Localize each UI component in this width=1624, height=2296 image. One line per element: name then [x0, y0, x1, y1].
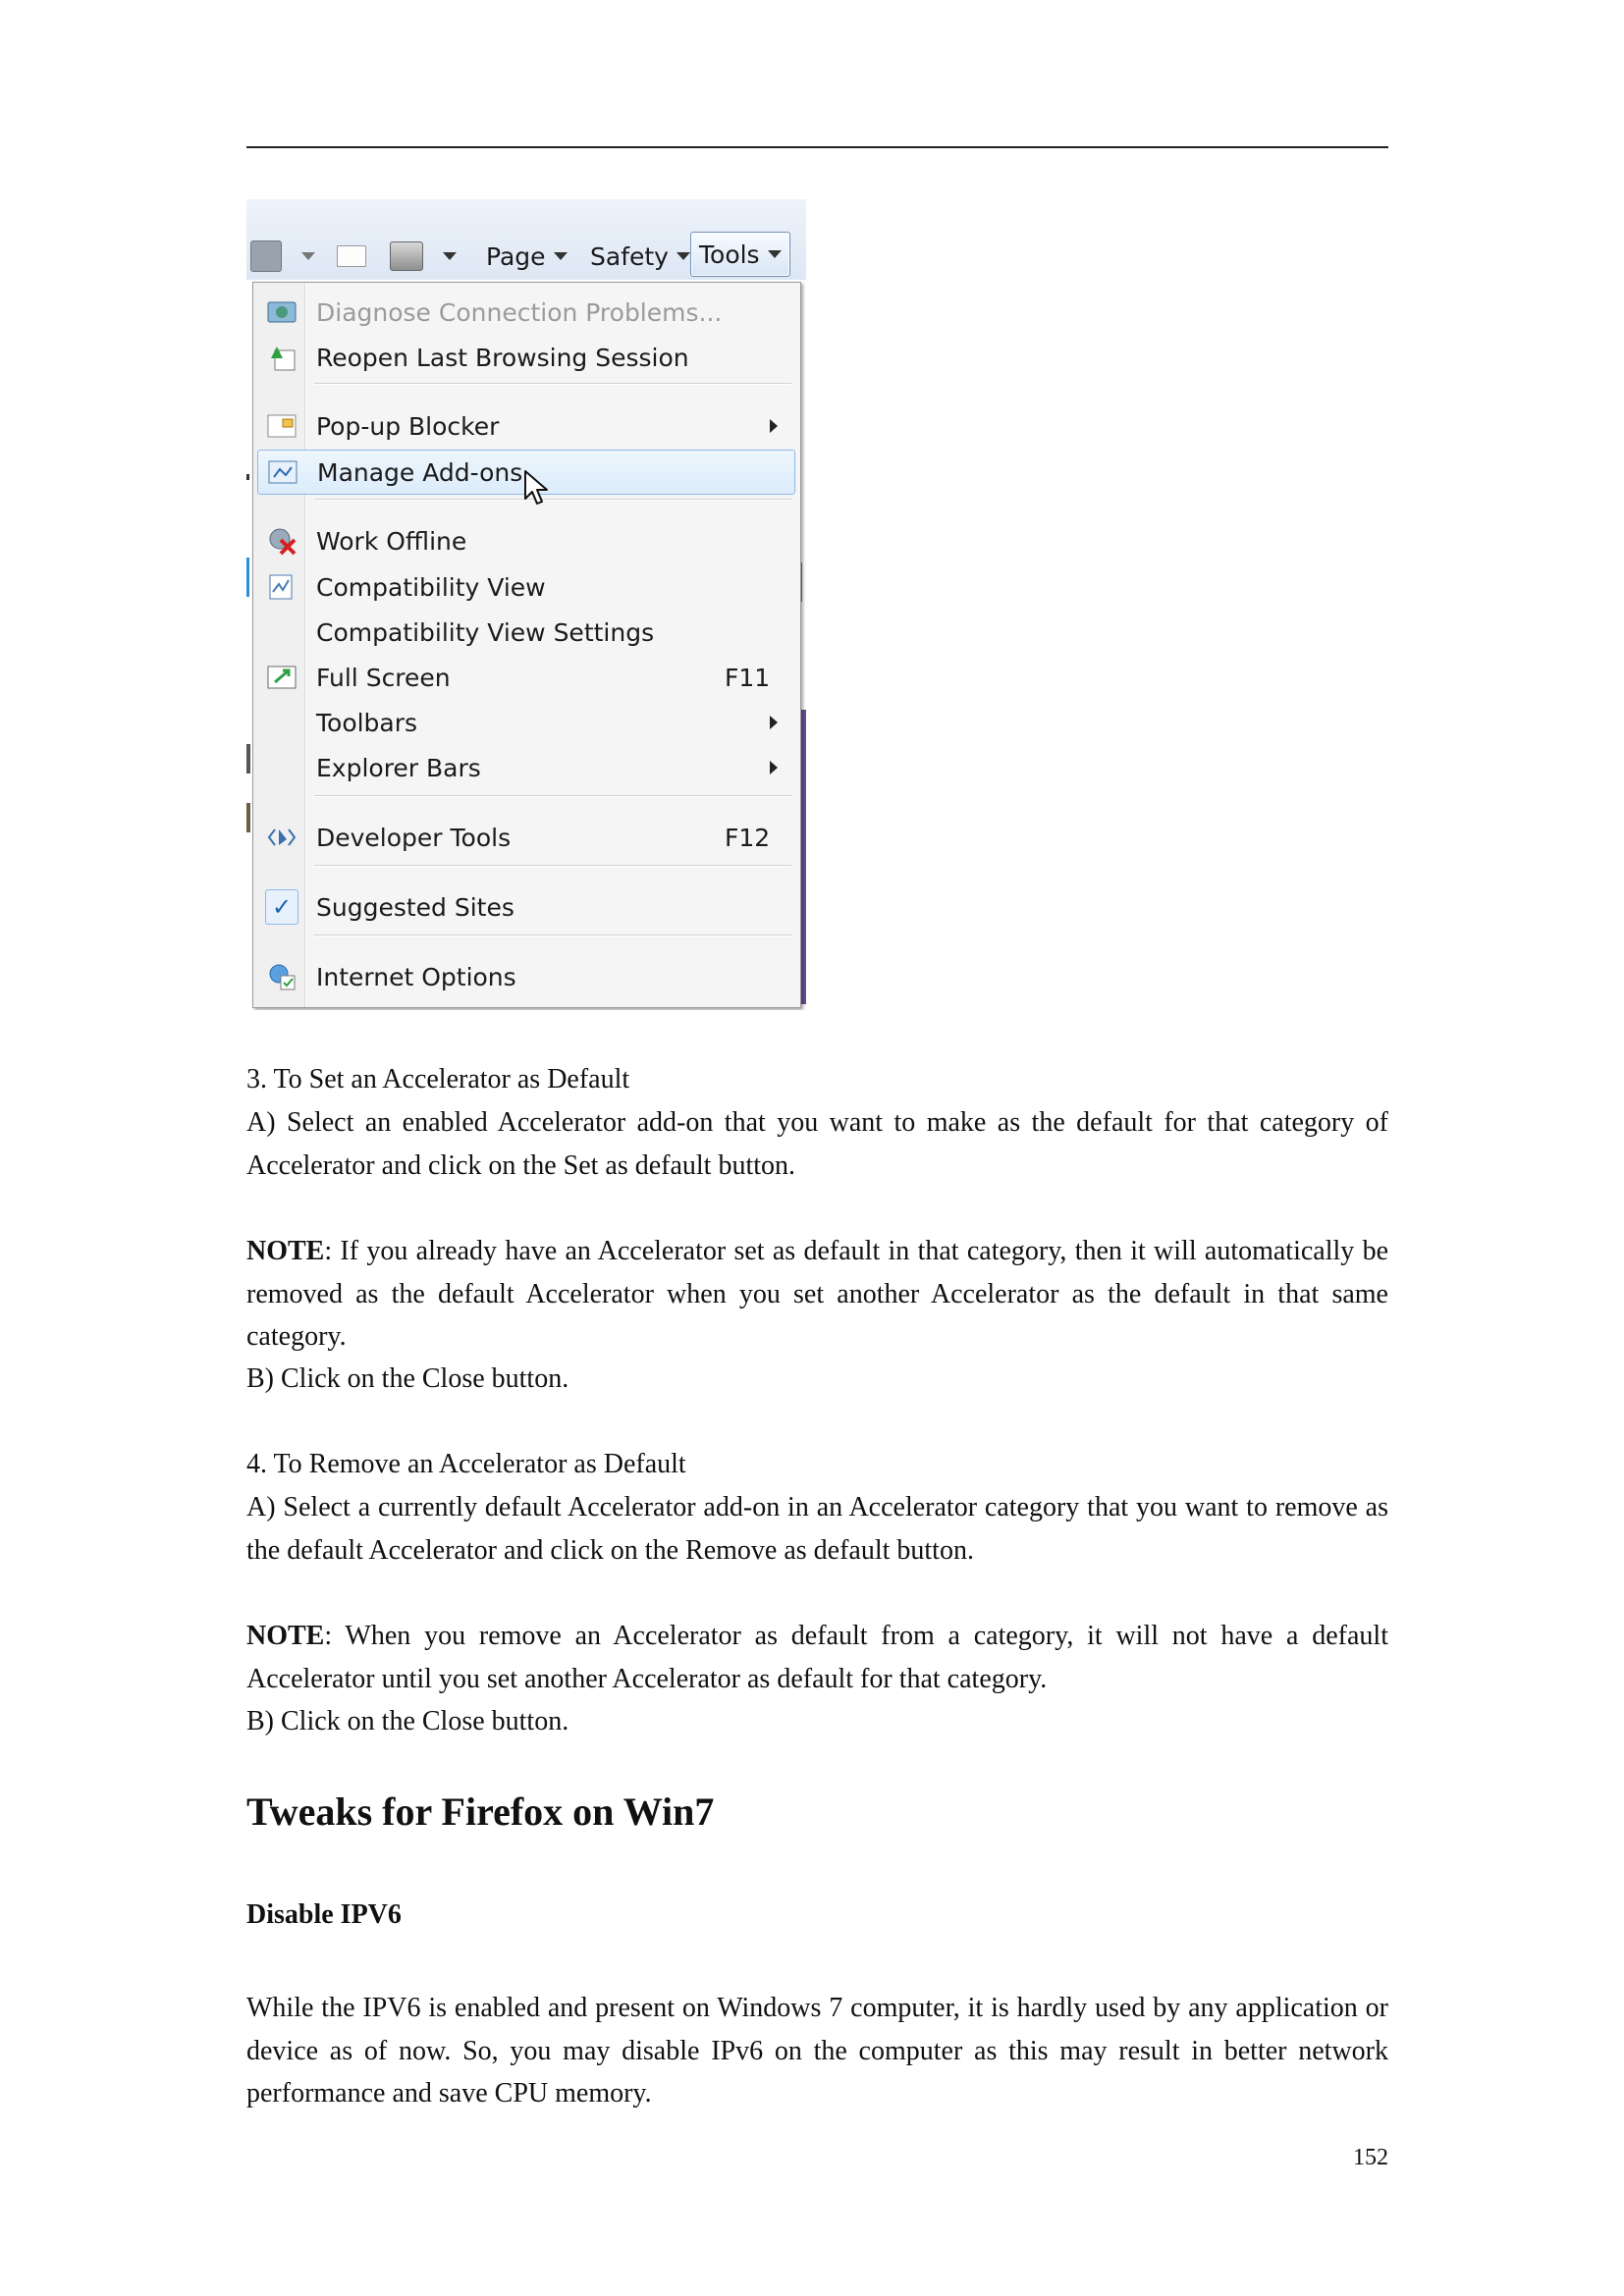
mail-icon [337, 245, 366, 267]
menu-item-compatibility-view[interactable] [257, 565, 793, 609]
popup-blocker-icon [265, 409, 298, 443]
print-button[interactable] [390, 239, 457, 274]
rss-feed-icon [250, 240, 282, 272]
developer-tools-icon [265, 821, 298, 854]
background-fragment [246, 474, 249, 480]
background-fragment [246, 744, 250, 774]
step-4a-paragraph: A) Select a currently default Accelerator add-on in an Accelerator category that you want to remove as the default Accelerator and click on the Remove as default button. [246, 1492, 1388, 1566]
chevron-down-icon [301, 252, 315, 260]
menu-item-label: Developer Tools [316, 823, 512, 852]
diagnose-icon [265, 295, 298, 329]
submenu-arrow-icon [770, 716, 778, 729]
tools-menu-button[interactable] [690, 232, 790, 277]
menu-separator [314, 383, 791, 385]
menu-item-full-screen[interactable] [257, 656, 793, 699]
menu-separator [314, 865, 791, 867]
check-icon: ✓ [265, 889, 298, 925]
menu-item-explorer-bars[interactable] [257, 746, 793, 789]
menu-item-shortcut: F11 [725, 663, 771, 692]
step-4-title: 4. To Remove an Accelerator as Default [246, 1449, 686, 1479]
command-bar [246, 199, 806, 280]
chevron-down-icon [768, 250, 782, 258]
note-1-text: : If you already have an Accelerator set as default in that category, then it will automatically be removed as the default Accelerator when you set another Accelerator as the default in that same category. [246, 1236, 1388, 1352]
chevron-down-icon [443, 252, 457, 260]
feeds-button[interactable] [250, 239, 282, 274]
menu-item-label: Full Screen [316, 663, 451, 692]
menu-item-label: Manage Add-ons [317, 457, 523, 487]
manage-addons-icon [266, 455, 299, 489]
menu-item-internet-options[interactable] [257, 955, 793, 998]
menu-separator [314, 934, 791, 936]
compatibility-view-icon [265, 570, 298, 604]
menu-item-label: Explorer Bars [316, 753, 481, 782]
note-2-text: : When you remove an Accelerator as default from a category, it will not have a default Accelerator until you set another Accelerator as default for that category. [246, 1621, 1388, 1694]
page-menu-button[interactable] [486, 239, 568, 274]
section-heading: Tweaks for Firefox on Win7 [246, 1789, 715, 1834]
internet-options-icon [265, 960, 298, 993]
menu-item-label: Compatibility View [316, 572, 546, 602]
mouse-cursor-icon [523, 469, 553, 508]
background-fragment [246, 803, 250, 832]
step-4b-paragraph: B) Click on the Close button. [246, 1706, 569, 1736]
background-fragment [246, 558, 249, 597]
work-offline-icon [265, 524, 298, 558]
header-rule [246, 146, 1388, 148]
step-3-title: 3. To Set an Accelerator as Default [246, 1064, 630, 1095]
menu-item-label: Work Offline [316, 526, 467, 556]
tools-menu-label: Tools [699, 240, 760, 269]
menu-item-label: Reopen Last Browsing Session [316, 343, 689, 372]
safety-menu-button[interactable] [590, 239, 690, 274]
menu-item-label: Suggested Sites [316, 892, 514, 922]
chevron-down-icon [677, 252, 690, 260]
note-label: NOTE [246, 1236, 325, 1266]
menu-item-diagnose-connection-problems[interactable] [257, 291, 793, 334]
reopen-session-icon [265, 341, 298, 374]
menu-item-reopen-last-browsing-session[interactable] [257, 336, 793, 379]
empty-icon-slot [265, 751, 298, 784]
note-1-paragraph [246, 1230, 1388, 1359]
tools-menu-screenshot [246, 199, 806, 1010]
ipv6-paragraph: While the IPV6 is enabled and present on Windows 7 computer, it is hardly used by any application or device as of now. So, you may disable IPv6 on the computer as this may result in better network performance and save CPU memory. [246, 1993, 1388, 2109]
submenu-arrow-icon [770, 761, 778, 774]
printer-icon [390, 241, 423, 271]
menu-item-work-offline[interactable] [257, 519, 793, 562]
menu-item-label: Internet Options [316, 962, 516, 991]
full-screen-icon [265, 661, 298, 694]
feeds-dropdown[interactable] [301, 239, 315, 274]
read-mail-button[interactable] [337, 239, 366, 274]
menu-item-label: Diagnose Connection Problems... [316, 297, 723, 327]
menu-item-compatibility-view-settings[interactable] [257, 611, 793, 654]
safety-menu-label: Safety [590, 241, 669, 271]
menu-item-label: Pop-up Blocker [316, 411, 500, 441]
check-icon-slot [265, 890, 298, 924]
menu-item-label: Toolbars [316, 708, 418, 737]
menu-item-label: Compatibility View Settings [316, 617, 655, 647]
chevron-down-icon [554, 252, 568, 260]
menu-item-shortcut: F12 [725, 823, 771, 852]
menu-item-developer-tools[interactable] [257, 816, 793, 859]
note-2-paragraph [246, 1615, 1388, 1700]
menu-item-popup-blocker[interactable] [257, 404, 793, 448]
empty-icon-slot [265, 615, 298, 649]
empty-icon-slot [265, 706, 298, 739]
step-3a-paragraph: A) Select an enabled Accelerator add-on that you want to make as the default for that category of Accelerator and click on the Set as default button. [246, 1107, 1388, 1181]
step-3b-paragraph: B) Click on the Close button. [246, 1363, 569, 1394]
page-menu-label: Page [486, 241, 546, 271]
menu-item-toolbars[interactable] [257, 701, 793, 744]
note-label: NOTE [246, 1621, 325, 1651]
menu-separator [314, 795, 791, 797]
subsection-heading: Disable IPV6 [246, 1899, 402, 1930]
page-number: 152 [1353, 2145, 1388, 2170]
tools-dropdown-menu [252, 282, 801, 1008]
menu-separator [314, 499, 791, 501]
submenu-arrow-icon [770, 419, 778, 433]
menu-item-suggested-sites[interactable] [257, 885, 793, 929]
